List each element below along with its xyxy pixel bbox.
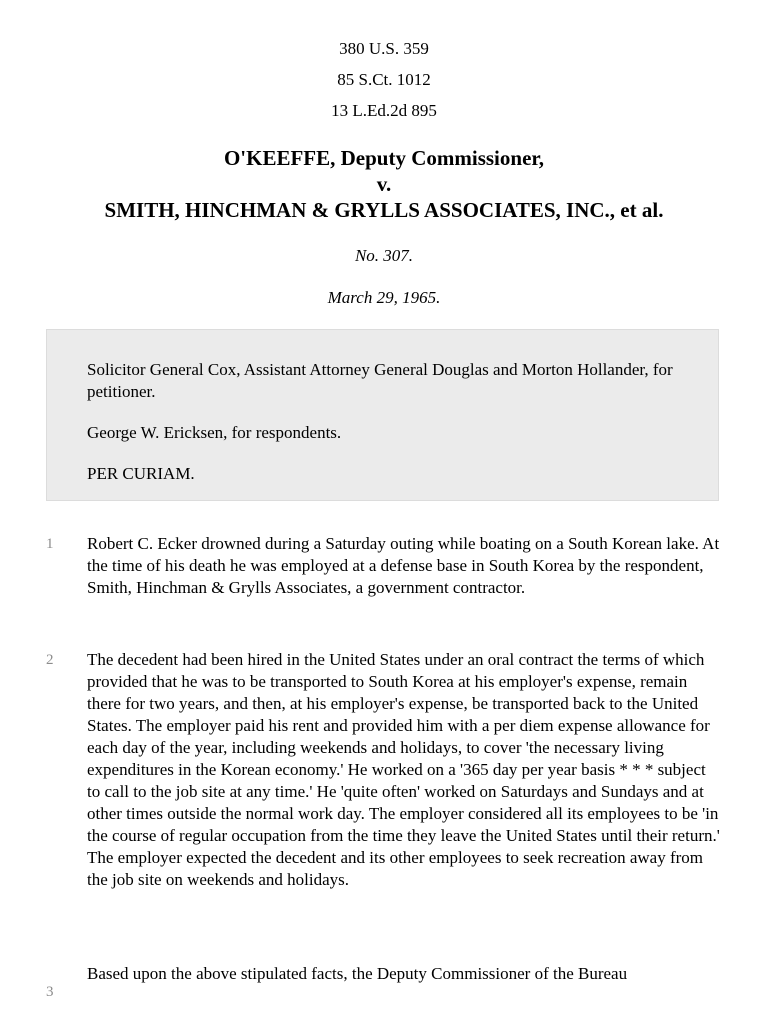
lawyers-edition-citation: 13 L.Ed.2d 895: [331, 101, 437, 120]
respondent-name: SMITH, HINCHMAN & GRYLLS ASSOCIATES, INC., et al.: [104, 198, 664, 222]
us-reports-citation: 380 U.S. 359: [339, 39, 429, 58]
versus-label: v.: [376, 172, 392, 196]
paragraph-number[interactable]: 3: [46, 984, 54, 1000]
supreme-court-reporter-citation: 85 S.Ct. 1012: [337, 70, 431, 89]
paragraph-text: Robert C. Ecker drowned during a Saturday outing while boating on a South Korean lake. At the time of his death he was employed at a defense base in South Korea by the respondent, Smith, Hinchman & Grylls Associates, a government contractor.: [87, 534, 720, 597]
paragraph-text: Based upon the above stipulated facts, the Deputy Commissioner of the Bureau: [87, 964, 628, 983]
paragraph-number[interactable]: 1: [46, 536, 54, 552]
paragraph-number[interactable]: 2: [46, 652, 54, 668]
per-curiam-label: PER CURIAM.: [87, 464, 195, 483]
petitioner-name: O'KEEFFE, Deputy Commissioner,: [223, 146, 545, 170]
paragraph-text: The decedent had been hired in the United States under an oral contract the terms of which provided that he was to be transported to South Korea at his employer's expense, remain there for two years, and then, at his employer's expense, be transported back to the United States. The employer paid his rent and provided him with a per diem expense allowance for each day of the year, including weekends and holidays, to cover 'the necessary living expenditures in the Korean economy.' He worked on a '365 day per year basis * * * subject to call to the job site at any time.' He 'quite often' worked on Saturdays and Sundays and at other times outside the normal work day. The employer considered all its employees to be 'in the course of regular occupation from the time they leave the United States until their return.' The employer expected the decedent and its other employees to seek recreation away from the job site on weekends and holidays.: [87, 650, 720, 889]
counsel-panel: [46, 329, 719, 501]
decision-date: March 29, 1965.: [327, 288, 441, 307]
petitioner-counsel: Solicitor General Cox, Assistant Attorney General Douglas and Morton Hollander, for petitioner.: [87, 360, 673, 401]
docket-number: No. 307.: [354, 246, 414, 265]
respondent-counsel: George W. Ericksen, for respondents.: [87, 423, 342, 442]
case-citations: [0, 33, 768, 126]
case-title: [0, 145, 768, 223]
